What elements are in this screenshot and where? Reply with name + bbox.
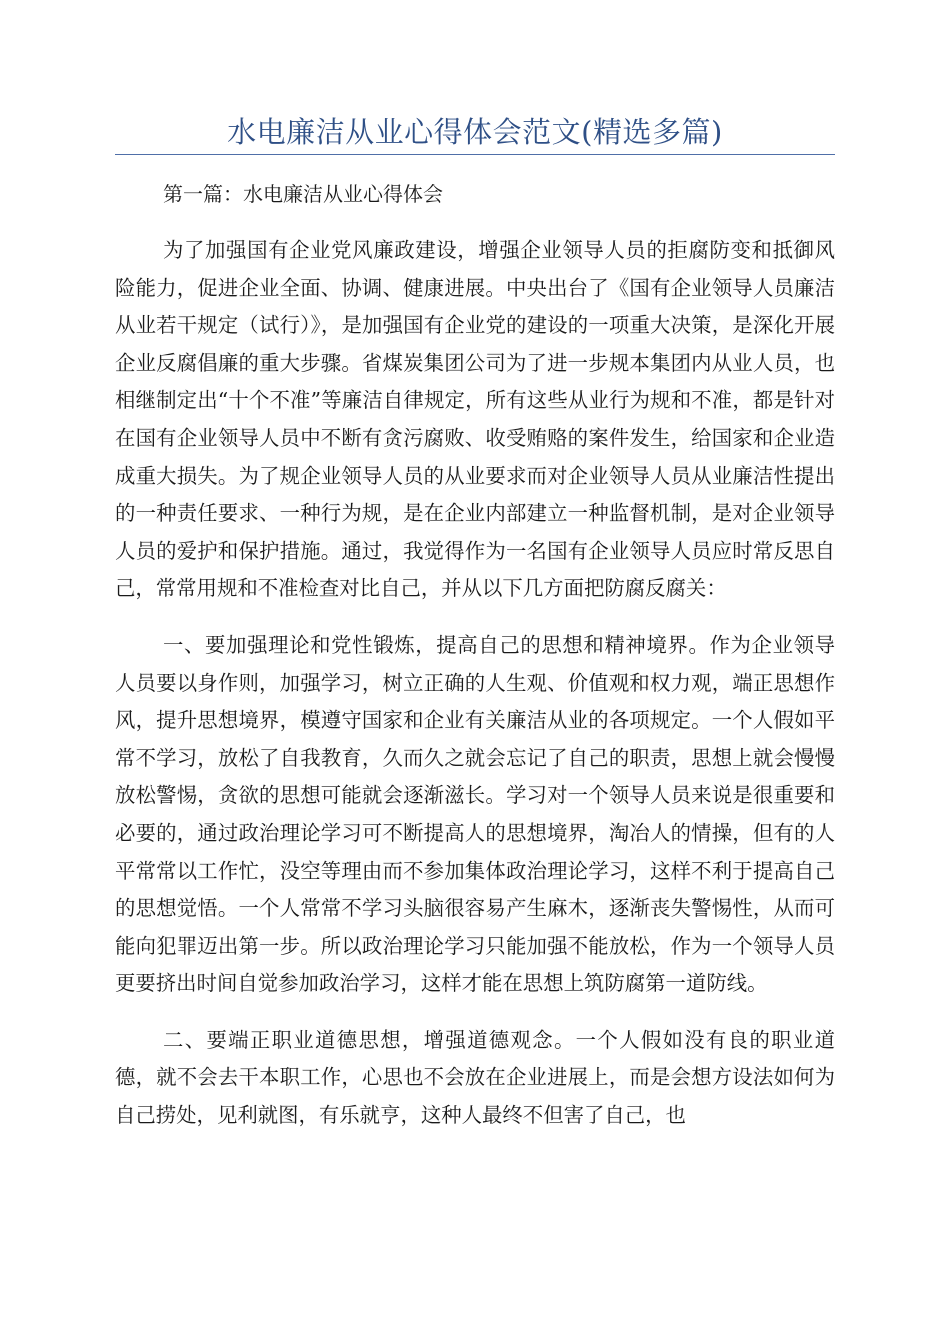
paragraph-point-two: 二、要端正职业道德思想，增强道德观念。一个人假如没有良的职业道德，就不会去干本职工作，心思也不会放在企业进展上，而是会想方设法如何为自己捞处，见利就图，有乐就亨，这种人最终不但害了自己，也 xyxy=(115,1027,835,1128)
document-body xyxy=(115,232,835,1154)
paragraph-intro: 为了加强国有企业党风廉政建设，增强企业领导人员的拒腐防变和抵御风险能力，促进企业全面、协调、健康进展。中央出台了《国有企业领导人员廉洁从业若干规定（试行）》，是加强国有企业党的建设的一项重大决策，是深化开展企业反腐倡廉的重大步骤。省煤炭集团公司为了进一步规本集团内从业人员，也相继制定出“十个不准”等廉洁自律规定，所有这些从业行为规和不准，都是针对在国有企业领导人员中不断有贪污腐败、收受贿赂的案件发生，给国家和企业造成重大损失。为了规企业领导人员的从业要求而对企业领导人员从业廉洁性提出的一种责任要求、一种行为规，是在企业内部建立一种监督机制，是对企业领导人员的爱护和保护措施。通过，我觉得作为一名国有企业领导人员应时常反思自己，常常用规和不准检查对比自己，并从以下几方面把防腐反腐关： xyxy=(115,238,835,601)
document-title: 水电廉洁从业心得体会范文(精选多篇) xyxy=(227,115,723,149)
paragraph-point-one: 一、要加强理论和党性锻炼，提高自己的思想和精神境界。作为企业领导人员要以身作则，加强学习，树立正确的人生观、价值观和权力观，端正思想作风，提升思想境界，模遵守国家和企业有关廉洁从业的各项规定。一个人假如平常不学习，放松了自我教育，久而久之就会忘记了自己的职责，思想上就会慢慢放松警惕，贪欲的思想可能就会逐渐滋长。学习对一个领导人员来说是很重要和必要的，通过政治理论学习可不断提高人的思想境界，淘冶人的情操，但有的人平常常以工作忙，没空等理由而不参加集体政治理论学习，这样不利于提高自己的思想觉悟。一个人常常不学习头脑很容易产生麻木，逐渐丧失警惕性，从而可能向犯罪迈出第一步。所以政治理论学习只能加强不能放松，作为一个领导人员更要挤出时间自觉参加政治学习，这样才能在思想上筑防腐第一道防线。 xyxy=(115,632,835,996)
title-underline xyxy=(115,154,835,155)
section-heading: 第一篇：水电廉洁从业心得体会 xyxy=(163,182,443,206)
